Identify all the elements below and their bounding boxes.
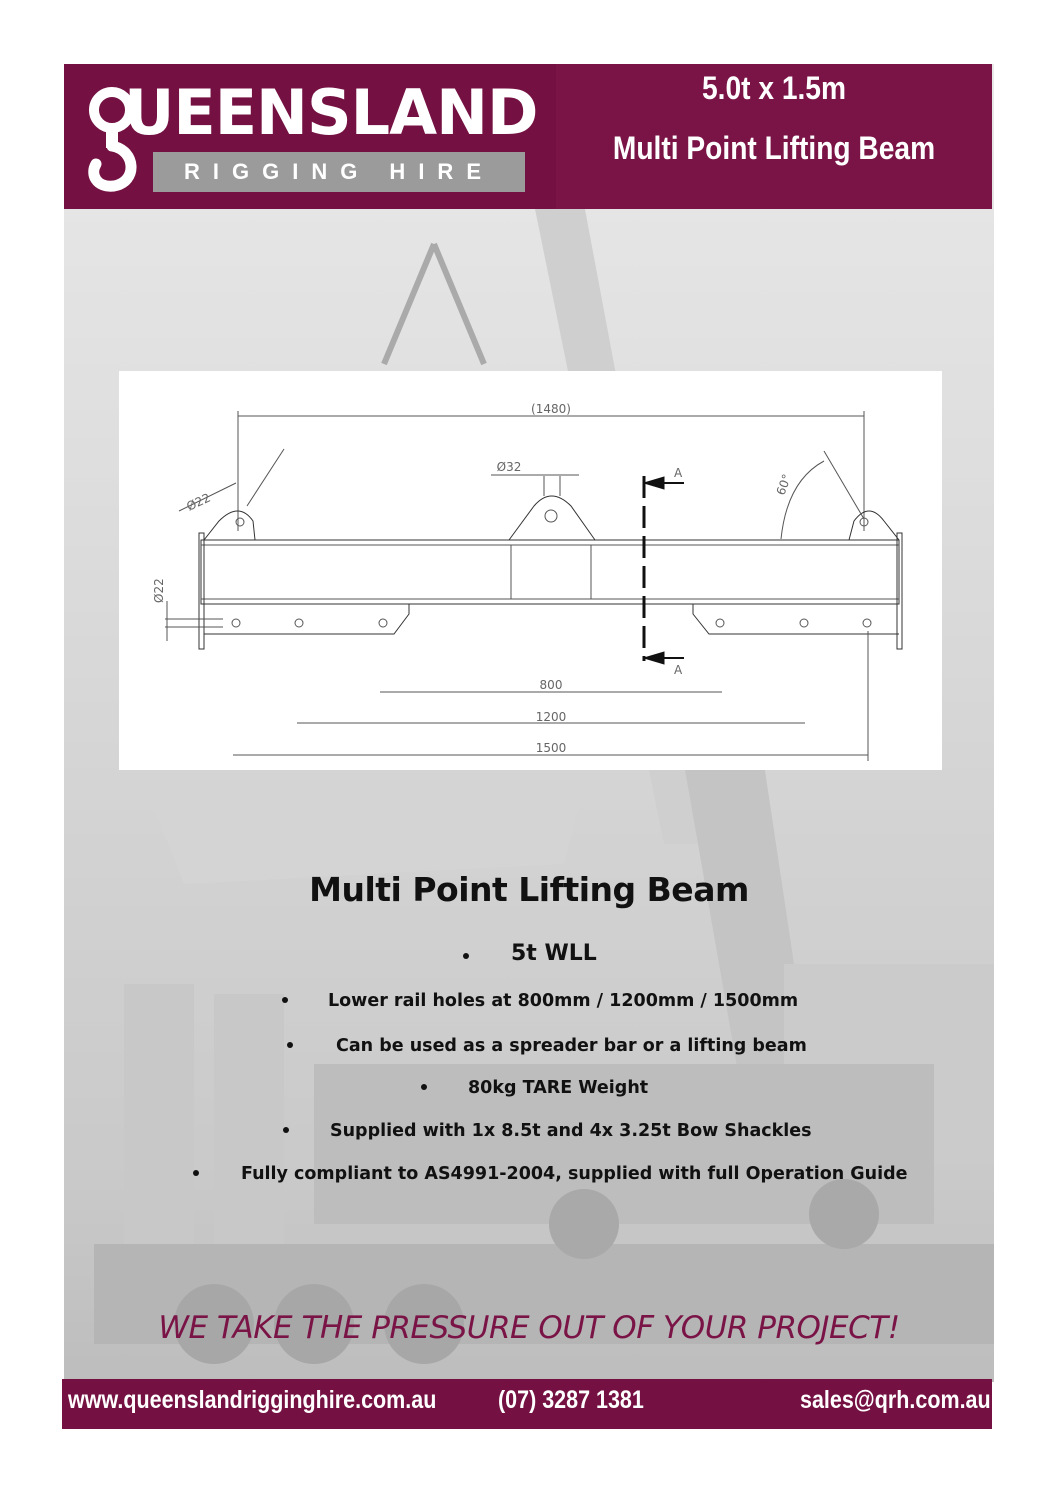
dim-800-label: 800 xyxy=(539,678,563,692)
bullet-dot xyxy=(287,1042,293,1048)
section-a-top-label: A xyxy=(674,466,683,480)
section-title: Multi Point Lifting Beam xyxy=(309,870,749,909)
product-capacity: 5.0t x 1.5m xyxy=(701,70,847,106)
dim-overall-label: (1480) xyxy=(531,402,571,416)
bullet-compliance: Fully compliant to AS4991-2004, supplied with full Operation Guide xyxy=(241,1164,908,1184)
bullet-dot xyxy=(282,997,288,1003)
dim-32-label: Ø32 xyxy=(496,460,522,474)
technical-drawing xyxy=(119,371,942,770)
bullet-dot xyxy=(193,1170,199,1176)
bullet-shackles: Supplied with 1x 8.5t and 4x 3.25t Bow Shackles xyxy=(330,1121,812,1141)
dim-22-side-label: Ø22 xyxy=(152,578,166,603)
dim-22-top-label: Ø22 xyxy=(184,490,213,514)
bullet-tare: 80kg TARE Weight xyxy=(468,1078,649,1098)
email-link[interactable]: sales@qrh.com.au xyxy=(800,1386,991,1414)
product-name: Multi Point Lifting Beam xyxy=(612,130,936,166)
bullet-dot xyxy=(421,1084,427,1090)
bullet-rail-holes: Lower rail holes at 800mm / 1200mm / 1500mm xyxy=(328,991,799,1011)
dim-1500-label: 1500 xyxy=(535,741,567,755)
beam-drawing xyxy=(119,371,942,770)
dim-1200-label: 1200 xyxy=(535,710,567,724)
bullet-dot xyxy=(463,953,469,959)
bullet-dot xyxy=(283,1127,289,1133)
angle-label: 60° xyxy=(773,472,795,498)
bullet-spreader: Can be used as a spreader bar or a lifting beam xyxy=(336,1036,807,1056)
logo-wordmark: UEENSLAND xyxy=(124,76,538,149)
website-link[interactable]: www.queenslandrigginghire.com.au xyxy=(68,1386,437,1414)
bullet-wll: 5t WLL xyxy=(511,941,597,966)
tagline: WE TAKE THE PRESSURE OUT OF YOUR PROJECT! xyxy=(158,1310,900,1346)
logo-subtitle: RIGGING HIRE xyxy=(183,159,494,184)
section-a-bottom-label: A xyxy=(674,663,683,677)
phone-number[interactable]: (07) 3287 1381 xyxy=(498,1386,644,1414)
